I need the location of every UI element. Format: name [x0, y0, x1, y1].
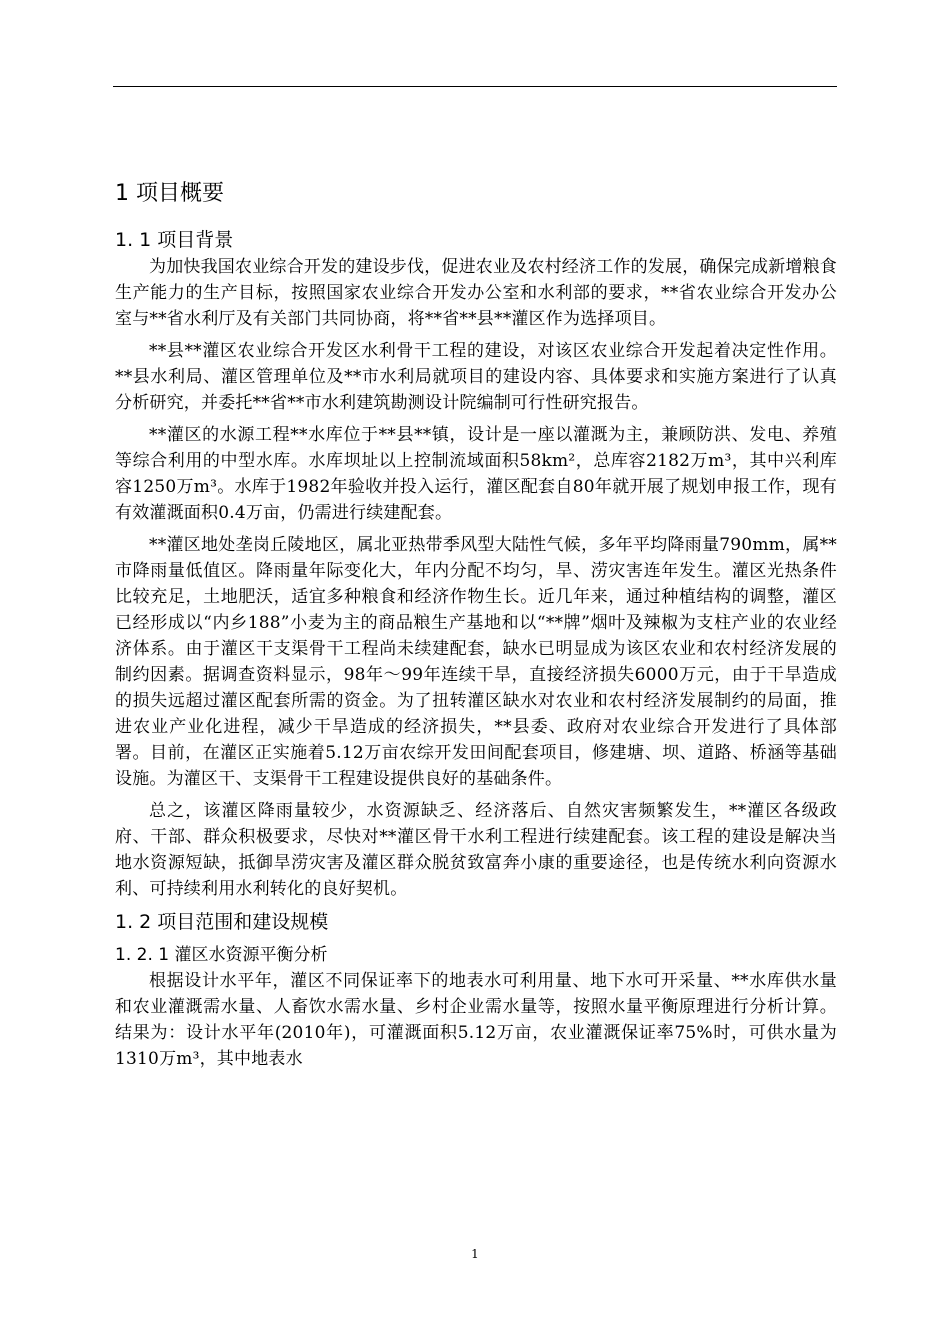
- section-heading-scope: 1. 2 项目范围和建设规模: [115, 911, 329, 933]
- paragraph: **县**灌区农业综合开发区水利骨干工程的建设，对该区农业综合开发起着决定性作用。**县水利局、灌区管理单位及**市水利局就项目的建设内容、具体要求和实施方案进行了认真分析研究，并委托**省**市水利建筑勘测设计院编制可行性研究报告。: [115, 341, 837, 413]
- paragraph: 根据设计水平年，灌区不同保证率下的地表水可利用量、地下水可开采量、**水库供水量和农业灌溉需水量、人畜饮水需水量、乡村企业需水量等，按照水量平衡原理进行分析计算。结果为：设计水平年(2010年)，可灌溉面积5.12万亩，农业灌溉保证率75%时，可供水量为1310万m³，其中地表水: [115, 971, 837, 1069]
- page-number: 1: [471, 1247, 479, 1261]
- chapter-title: 1 项目概要: [115, 181, 224, 206]
- subsection-heading-water-balance: 1. 2. 1 灌区水资源平衡分析: [115, 945, 328, 965]
- page-content: [115, 176, 837, 1078]
- section-heading-background: 1. 1 项目背景: [115, 229, 234, 251]
- paragraph: **灌区地处垄岗丘陵地区，属北亚热带季风型大陆性气候，多年平均降雨量790mm，属**市降雨量低值区。降雨量年际变化大，年内分配不均匀，旱、涝灾害连年发生。灌区光热条件比较充足，土地肥沃，适宜多种粮食和经济作物生长。近几年来，通过种植结构的调整，灌区已经形成以“内乡188”小麦为主的商品粮生产基地和以“**牌”烟叶及辣椒为支柱产业的农业经济体系。由于灌区干支渠骨干工程尚未续建配套，缺水已明显成为该区农业和农村经济发展的制约因素。据调查资料显示，98年～99年连续干旱，直接经济损失6000万元，由于干旱造成的损失远超过灌区配套所需的资金。为了扭转灌区缺水对农业和农村经济发展制约的局面，推进农业产业化进程，减少干旱造成的经济损失，**县委、政府对农业综合开发进行了具体部署。目前，在灌区正实施着5.12万亩农综开发田间配套项目，修建塘、坝、道路、桥涵等基础设施。为灌区干、支渠骨干工程建设提供良好的基础条件。: [115, 535, 837, 789]
- paragraph: 总之，该灌区降雨量较少，水资源缺乏、经济落后、自然灾害频繁发生，**灌区各级政府、干部、群众积极要求，尽快对**灌区骨干水利工程进行续建配套。该工程的建设是解决当地水资源短缺，抵御旱涝灾害及灌区群众脱贫致富奔小康的重要途径，也是传统水利向资源水利、可持续利用水利转化的良好契机。: [115, 801, 837, 899]
- header-rule: [113, 86, 837, 87]
- paragraph: **灌区的水源工程**水库位于**县**镇，设计是一座以灌溉为主，兼顾防洪、发电、养殖等综合利用的中型水库。水库坝址以上控制流域面积58km²，总库容2182万m³，其中兴利库容1250万m³。水库于1982年验收并投入运行，灌区配套自80年就开展了规划申报工作，现有有效灌溉面积0.4万亩，仍需进行续建配套。: [115, 425, 837, 523]
- paragraph: 为加快我国农业综合开发的建设步伐，促进农业及农村经济工作的发展，确保完成新增粮食生产能力的生产目标，按照国家农业综合开发办公室和水利部的要求，**省农业综合开发办公室与**省水利厅及有关部门共同协商，将**省**县**灌区作为选择项目。: [115, 257, 837, 329]
